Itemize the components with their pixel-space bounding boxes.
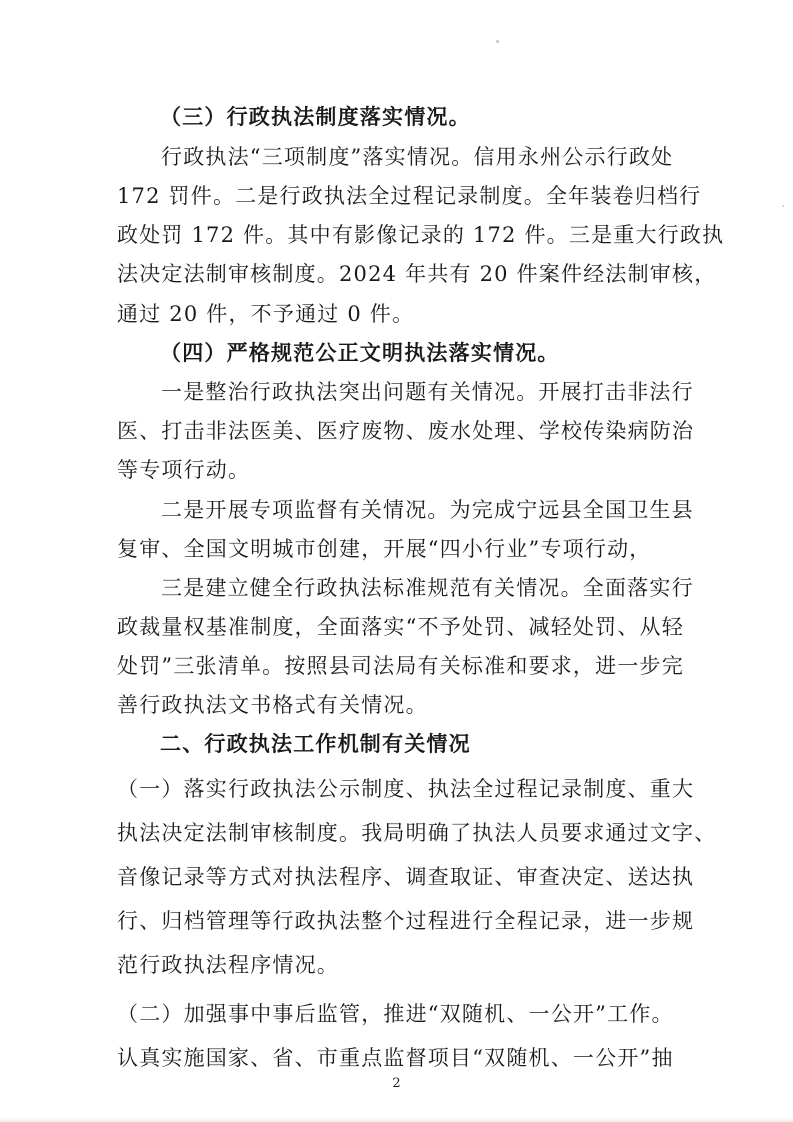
paragraph-line: 一是整治行政执法突出问题有关情况。开展打击非法行 xyxy=(161,380,694,404)
page-number: 2 xyxy=(392,1076,401,1091)
section-heading-3: （三）行政执法制度落实情况。 xyxy=(160,104,471,129)
paragraph-line: 172 罚件。二是行政执法全过程记录制度。全年装卷归档行 xyxy=(117,184,702,208)
paragraph-line: 政裁量权基准制度，全面落实“不予处罚、减轻处罚、从轻 xyxy=(117,615,684,639)
paragraph-line: 等专项行动。 xyxy=(117,458,251,482)
paragraph-line: （二）加强事中事后监管，推进“双随机、一公开”工作。 xyxy=(117,1002,674,1026)
paragraph-line: 善行政执法文书格式有关情况。 xyxy=(117,693,428,717)
scan-edge xyxy=(0,1117,793,1122)
scan-speck xyxy=(496,40,499,43)
paragraph-line: 处罚”三张清单。按照县司法局有关标准和要求，进一步完 xyxy=(117,654,684,678)
paragraph-line: 音像记录等方式对执法程序、调查取证、审查决定、送达执 xyxy=(117,865,695,889)
paragraph-line: 政处罚 172 件。其中有影像记录的 172 件。三是重大行政执 xyxy=(117,223,725,247)
paragraph-line: 复审、全国文明城市创建，开展“四小行业”专项行动， xyxy=(117,537,652,561)
paragraph-line: 范行政执法程序情况。 xyxy=(117,953,339,977)
paragraph-line: 三是建立健全行政执法标准规范有关情况。全面落实行 xyxy=(161,576,694,600)
paragraph-line: 通过 20 件，不予通过 0 件。 xyxy=(117,302,415,326)
paragraph-line: 执法决定法制审核制度。我局明确了执法人员要求通过文字、 xyxy=(117,821,717,845)
paragraph-line: 行政执法“三项制度”落实情况。信用永州公示行政处 xyxy=(161,145,674,169)
section-heading-4: （四）严格规范公正文明执法落实情况。 xyxy=(160,340,560,365)
paragraph-line: 行、归档管理等行政执法整个过程进行全程记录，进一步规 xyxy=(117,909,695,933)
paragraph-line: （一）落实行政执法公示制度、执法全过程记录制度、重大 xyxy=(117,777,695,801)
chapter-heading-2: 二、行政执法工作机制有关情况 xyxy=(160,731,471,756)
paragraph-line: 认真实施国家、省、市重点监督项目“双随机、一公开”抽 xyxy=(117,1046,674,1070)
paragraph-line: 二是开展专项监督有关情况。为完成宁远县全国卫生县 xyxy=(161,498,694,522)
paragraph-line: 医、打击非法医美、医疗废物、废水处理、学校传染病防治 xyxy=(117,419,695,443)
scan-speck xyxy=(782,205,784,207)
paragraph-line: 法决定法制审核制度。2024 年共有 20 件案件经法制审核， xyxy=(117,262,717,286)
